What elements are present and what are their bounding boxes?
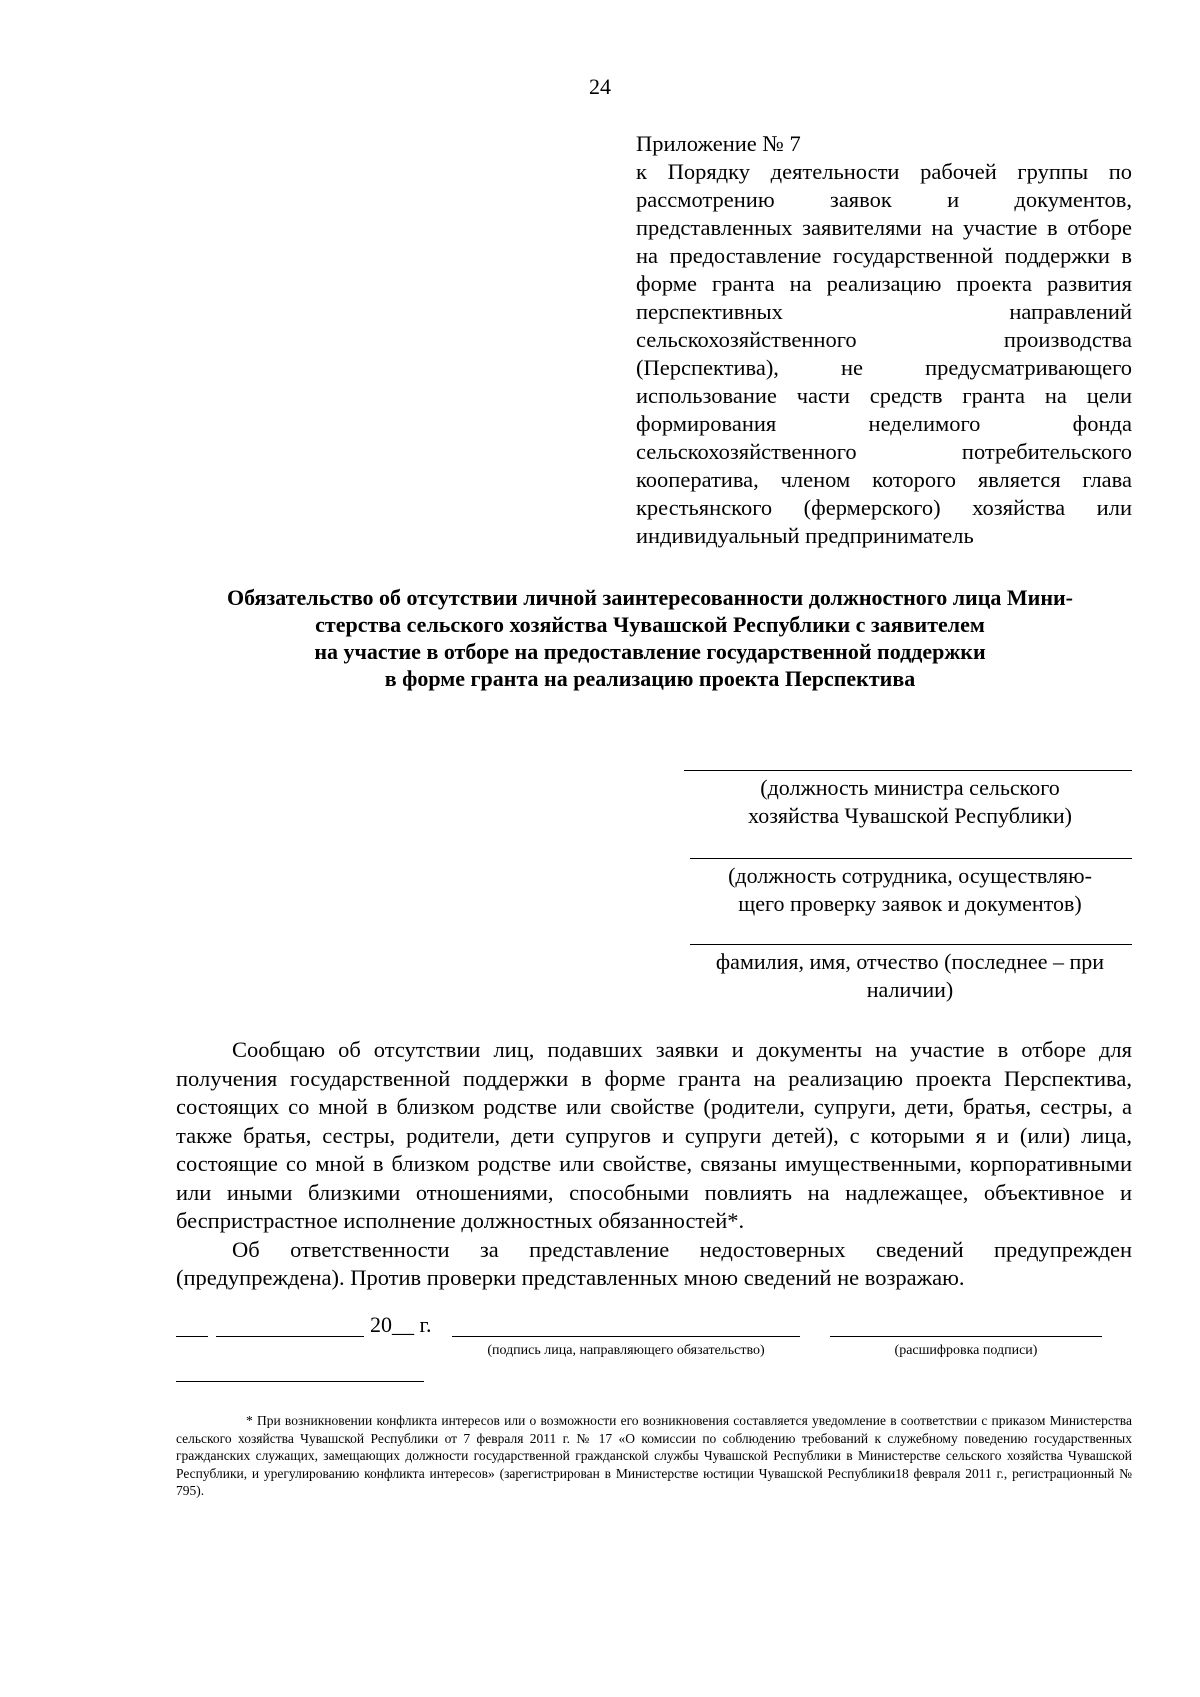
full-name-caption-line-2: наличии) bbox=[866, 977, 954, 1002]
day-field[interactable] bbox=[176, 1336, 208, 1337]
document-title-line-3: на участие в отборе на предоставление государственной поддержки bbox=[314, 639, 986, 664]
minister-position-caption-line-1: (должность министра сельского bbox=[760, 775, 1060, 800]
footnote-text: * При возникновении конфликта интересов или о возможности его возникновения составляется уведомление в соответствии с приказом Министерства сельского хозяйства Чувашской Республики от 7 февраля 2011 г. № 17 «О комиссии по соблюдению требований к служебному поведению государственных гражданских служащих, замещающих должности государственной гражданской службы Чувашской Республики в Министерстве сельского хозяйства Чувашской Республики, и урегулированию конфликта интересов» (зарегистрирован в Министерстве юстиции Чувашской Республики18 февраля 2011 г., регистрационный № 795). bbox=[176, 1413, 1132, 1498]
full-name-caption-line-1: фамилия, имя, отчество (последнее – при bbox=[715, 949, 1105, 974]
body-paragraph-1: Сообщаю об отсутствии лиц, подавших заявки и документы на участие в отборе для получения государственной поддержки в форме гранта на реализацию проекта Перспектива, состоящих со мной в близком родстве или свойстве (родители, супруги, дети, братья, сестры, а также братья, сестры, родители, дети супругов и супруги детей), с которыми я и (или) лица, состоящие со мной в близком родстве или свойстве, связаны имущественными, корпоративными или иными близкими отношениями, способными повлиять на надлежащее, объективное и беспристрастное исполнение должностных обязанностей*. bbox=[176, 1037, 1132, 1233]
page-number: 24 bbox=[589, 74, 611, 99]
appendix-title: Приложение № 7 bbox=[636, 131, 801, 156]
body-text bbox=[176, 1036, 1132, 1293]
minister-position-caption bbox=[690, 774, 1130, 830]
full-name-line[interactable] bbox=[690, 944, 1132, 945]
minister-position-caption-line-2: хозяйства Чувашской Республики) bbox=[748, 803, 1072, 828]
full-name-caption bbox=[690, 948, 1130, 1004]
appendix-block bbox=[636, 130, 1132, 550]
signature-decoding-caption: (расшифровка подписи) bbox=[894, 1343, 1038, 1358]
document-title-line-1: Обязательство об отсутствии личной заинтересованности должностного лица Мини- bbox=[226, 585, 1074, 610]
signature-field[interactable] bbox=[452, 1336, 800, 1337]
document-title-line-2: стерства сельского хозяйства Чувашской Республики с заявителем bbox=[315, 612, 985, 637]
employee-position-caption-line-1: (должность сотрудника, осуществляю- bbox=[728, 863, 1092, 888]
body-paragraph-2: Об ответственности за представление недостоверных сведений предупрежден (предупреждена). Против проверки представленных мною сведений не возражаю. bbox=[176, 1236, 1132, 1290]
month-field[interactable] bbox=[216, 1336, 364, 1337]
footnote bbox=[176, 1412, 1132, 1500]
footnote-separator bbox=[176, 1381, 424, 1382]
year-label: 20__ г. bbox=[370, 1312, 432, 1337]
employee-position-caption-line-2: щего проверку заявок и документов) bbox=[738, 891, 1082, 916]
document-title-line-4: в форме гранта на реализацию проекта Перспектива bbox=[384, 666, 916, 691]
signature-decoding-field[interactable] bbox=[830, 1336, 1102, 1337]
appendix-text: к Порядку деятельности рабочей группы по рассмотрению заявок и документов, представленных заявителями на участие в отборе на предоставление государственной поддержки в форме гранта на реализацию проекта развития перспективных направлений сельскохозяйственного производства (Перспектива), не предусматривающего использование части средств гранта на цели формирования неделимого фонда сельскохозяйственного потребительского кооператива, членом которого является глава крестьянского (фермерского) хозяйства или индивидуальный предприниматель bbox=[636, 159, 1132, 548]
document-title bbox=[160, 584, 1140, 692]
minister-position-line[interactable] bbox=[684, 770, 1132, 771]
employee-position-caption bbox=[690, 862, 1130, 918]
signature-caption: (подпись лица, направляющего обязательство) bbox=[487, 1343, 765, 1358]
employee-position-line[interactable] bbox=[690, 858, 1132, 859]
